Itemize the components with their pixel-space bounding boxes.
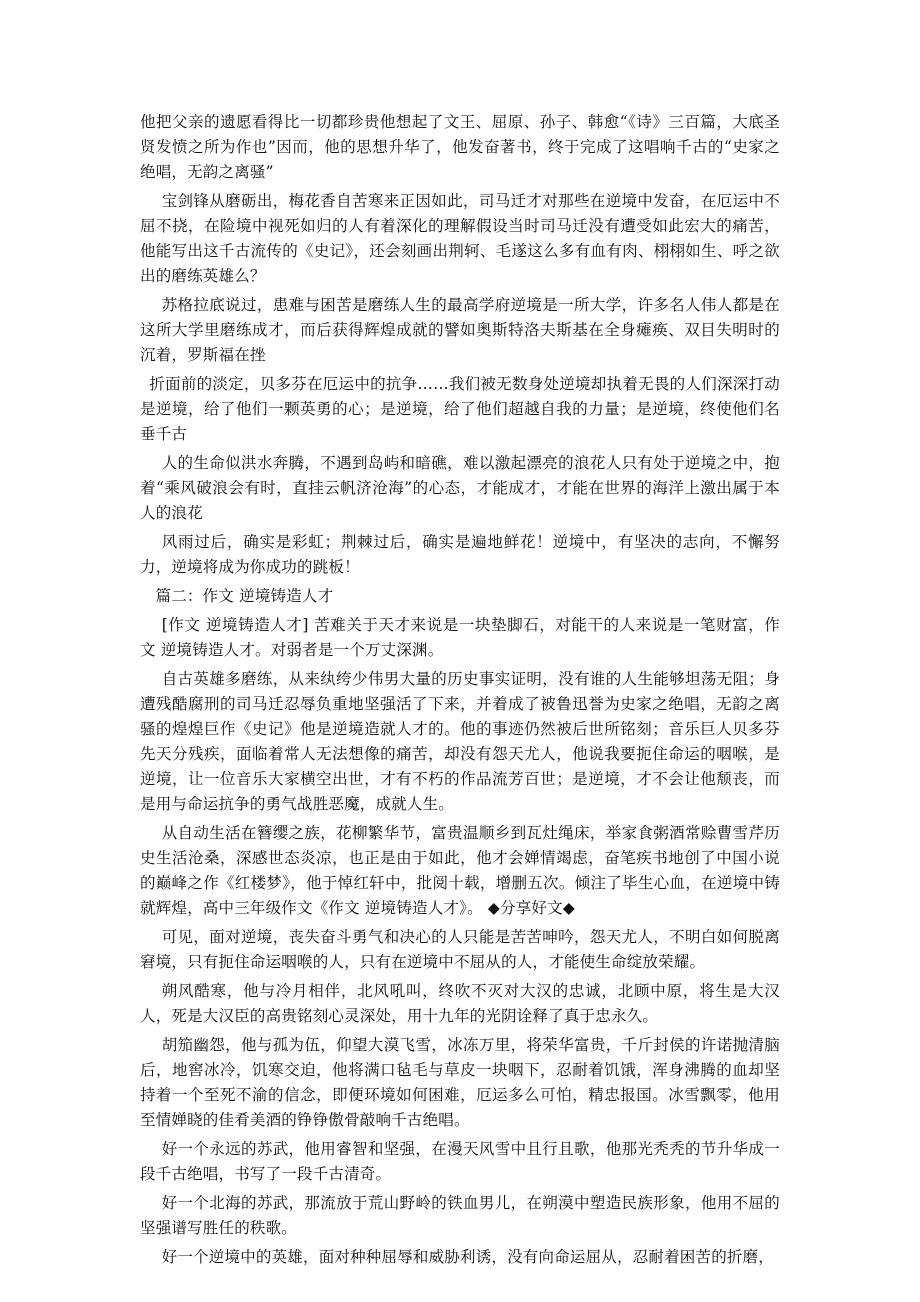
paragraph: [作文 逆境铸造人才] 苦难关于天才来说是一块垫脚石，对能干的人来说是一笔财富，作文 逆境铸造人才。对弱者是一个万丈深渊。	[140, 616, 780, 659]
paragraph: 他把父亲的遗愿看得比一切都珍贵他想起了文王、屈原、孙子、韩愈“《诗》三百篇，大底圣贤发愤之所为作也”因而，他的思想升华了，他发奋著书，终于完成了这唱响千古的“史家之绝唱，无韵之离骚”	[140, 113, 780, 181]
paragraph: 好一个逆境中的英雄，面对种种屈辱和威胁利诱，没有向命运屈从，忍耐着困苦的折磨，	[161, 1248, 774, 1266]
paragraph: 折面前的淡定，贝多芬在厄运中的抗争……我们被无数身处逆境却执着无畏的人们深深打动是逆境，给了他们一颗英勇的心；是逆境，给了他们超越自我的力量；是逆境，终使他们名垂千古	[140, 375, 780, 443]
paragraph: 胡笳幽怨，他与孤为伍，仰望大漠飞雪，冰冻万里，将荣华富贵，千斤封侯的许诺抛清脑后，地窖冰冷，饥寒交迫，他将满口毡毛与草皮一块咽下，忍耐着饥饿，浑身沸腾的血却坚持着一个至死不渝的信念，即便环境如何困难，厄运多么可怕，精忠报国。冰雪飘零，他用至情婵晓的佳肴美酒的铮铮傲骨敲响千古绝唱。	[140, 1036, 780, 1129]
paragraph: 好一个北海的苏武，那流放于荒山野岭的铁血男儿，在朔漠中塑造民族形象，他用不屈的坚强谱写胜任的秩歌。	[140, 1194, 780, 1237]
paragraph: 从自动生活在簪缨之族，花柳繁华节，富贵温顺乡到瓦灶绳床，举家食粥酒常赊曹雪芹历史生活沧桑，深感世态炎凉，也正是由于如此，他才会婵情竭虑，奋笔疾书地创了中国小说的巅峰之作《红楼梦》，他于悼红轩中，批阅十载，增删五次。倾注了毕生心血，在逆境中铸就辉煌，高中三年级作文《作文 逆境铸造人才》。 ◆分享好文◆	[140, 824, 780, 917]
paragraph: 人的生命似洪水奔腾，不遇到岛屿和暗礁，难以激起漂亮的浪花人只有处于逆境之中，抱着“乘风破浪会有时，直挂云帆济沧海”的心态，才能成才，才能在世界的海洋上激出属于本人的浪花	[140, 454, 780, 522]
section-heading: 篇二：作文 逆境铸造人才	[155, 587, 334, 605]
paragraph: 可见，面对逆境，丧失奋斗勇气和决心的人只能是苦苦呻吟，怨天尤人，不明白如何脱离窘境，只有扼住命运咽喉的人，只有在逆境中不屈从的人，才能使生命绽放荣耀。	[140, 928, 780, 971]
paragraph: 风雨过后，确实是彩虹；荆棘过后，确实是遍地鲜花！逆境中，有坚决的志向，不懈努力，逆境将成为你成功的跳板！	[140, 533, 780, 576]
paragraph: 朔风酷寒，他与冷月相伴，北风吼叫，终吹不灭对大汉的忠诚，北顾中原，将生是大汉人，死是大汉臣的高贵铭刻心灵深处，用十九年的光阴诠释了真于忠永久。	[140, 982, 780, 1025]
paragraph: 苏格拉底说过，患难与困苦是磨练人生的最高学府逆境是一所大学，许多名人伟人都是在这所大学里磨练成才，而后获得辉煌成就的譬如奥斯特洛夫斯基在全身瘫痪、双目失明时的沉着，罗斯福在挫	[140, 296, 780, 364]
paragraph: 宝剑锋从磨砺出，梅花香自苦寒来正因如此，司马迁才对那些在逆境中发奋，在厄运中不屈不挠，在险境中视死如归的人有着深化的理解假设当时司马迁没有遭受如此宏大的痛苦，他能写出这千古流传的《史记》，还会刻画出荆轲、毛遂这么多有血有肉、栩栩如生、呼之欲出的磨练英雄么？	[140, 192, 780, 285]
paragraph: 自古英雄多磨练，从来纨绔少伟男大量的历史事实证明，没有谁的人生能够坦荡无阻；身遭残酷腐刑的司马迁忍辱负重地坚强活了下来，并着成了被鲁迅誉为史家之绝唱，无韵之离骚的煌煌巨作《史记》他是逆境造就人才的。他的事迹仍然被后世所铭刻；音乐巨人贝多芬先天分残疾，面临着常人无法想像的痛苦，却没有怨天尤人，他说我要扼住命运的咽喉，是逆境，让一位音乐大家横空出世，才有不朽的作品流芳百世；是逆境，才不会让他颓丧，而是用与命运抗争的勇气战胜恶魔，成就人生。	[140, 670, 780, 813]
paragraph: 好一个永远的苏武，他用睿智和坚强，在漫天风雪中且行且歌，他那光秃秃的节升华成一段千古绝唱，书写了一段千古清奇。	[140, 1140, 780, 1183]
